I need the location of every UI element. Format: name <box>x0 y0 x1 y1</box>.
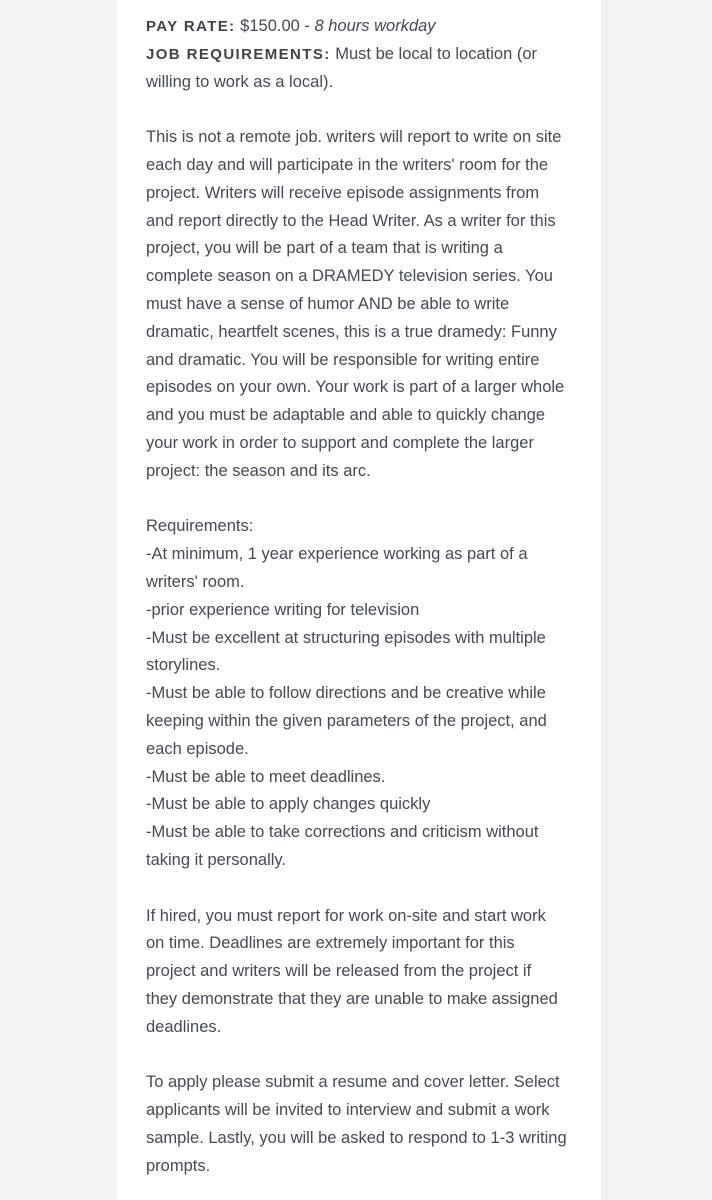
hiring-line: If hired, you must report for work on-site and start work <box>146 906 546 925</box>
description-paragraph <box>146 124 587 485</box>
description-line: complete season on a DRAMEDY television series. You <box>146 267 553 286</box>
description-line: project, you will be part of a team that is writing a <box>146 239 503 258</box>
description-line: This is not a remote job. writers will report to write on site <box>146 128 562 147</box>
requirement-line: -prior experience writing for television <box>146 600 420 619</box>
requirement-line: -Must be excellent at structuring episodes with multiple <box>146 628 546 647</box>
description-line: must have a sense of humor AND be able to write <box>146 294 510 313</box>
description-line: and report directly to the Head Writer. As a writer for this <box>146 211 556 230</box>
pay-rate-separator: - <box>299 17 315 35</box>
hiring-line: deadlines. <box>146 1017 222 1036</box>
description-line: project: the season and its arc. <box>146 461 371 480</box>
pay-rate-line <box>146 13 587 41</box>
description-line: project. Writers will receive episode assignments from <box>146 183 540 202</box>
requirement-line: keeping within the given parameters of the project, and <box>146 711 547 730</box>
description-line: and you must be adaptable and able to quickly change <box>146 406 546 425</box>
apply-paragraph <box>146 1069 587 1180</box>
requirement-line: storylines. <box>146 656 221 675</box>
requirement-line: -At minimum, 1 year experience working as part of a <box>146 545 528 564</box>
description-line: dramatic, heartfelt scenes, this is a true dramedy: Funny <box>146 322 557 341</box>
description-line: episodes on your own. Your work is part of a larger whole <box>146 378 565 397</box>
pay-rate-label: PAY RATE: <box>146 18 236 35</box>
description-line: each day and will participate in the writers' room for the <box>146 155 549 174</box>
pay-rate-value: $150.00 <box>240 17 300 35</box>
apply-line: applicants will be invited to interview and submit a work <box>146 1101 550 1120</box>
requirement-line: each episode. <box>146 739 249 758</box>
paragraph-gap <box>146 96 587 124</box>
apply-line: sample. Lastly, you will be asked to respond to 1-3 writing <box>146 1128 567 1147</box>
description-line: and dramatic. You will be responsible for writing entire <box>146 350 540 369</box>
paragraph-gap <box>146 875 587 903</box>
requirement-line: -Must be able to meet deadlines. <box>146 767 386 786</box>
requirement-line: -Must be able to take corrections and criticism without <box>146 823 539 842</box>
apply-line: prompts. <box>146 1156 211 1175</box>
requirement-line: -Must be able to apply changes quickly <box>146 795 431 814</box>
hiring-line: on time. Deadlines are extremely important for this <box>146 934 515 953</box>
paragraph-gap <box>146 1041 587 1069</box>
requirement-line: taking it personally. <box>146 850 287 869</box>
job-requirements-text: Must be local to location (or <box>335 44 538 63</box>
hiring-line: they demonstrate that they are unable to make assigned <box>146 989 558 1008</box>
paragraph-gap <box>146 486 587 514</box>
apply-line: To apply please submit a resume and cover letter. Select <box>146 1073 560 1092</box>
requirements-list <box>146 513 587 874</box>
job-posting-card <box>117 0 601 1200</box>
description-line: your work in order to support and complete the larger <box>146 433 534 452</box>
pay-rate-note: 8 hours workday <box>314 17 436 35</box>
hiring-paragraph <box>146 903 587 1042</box>
requirement-line: writers' room. <box>146 572 245 591</box>
requirements-heading: Requirements: <box>146 517 254 536</box>
job-requirements-label: JOB REQUIREMENTS: <box>146 45 331 63</box>
requirement-line: -Must be able to follow directions and be creative while <box>146 684 546 703</box>
job-requirements-text: willing to work as a local). <box>146 72 334 91</box>
job-requirements-line <box>146 41 587 69</box>
hiring-line: project and writers will be released from the project if <box>146 962 532 981</box>
